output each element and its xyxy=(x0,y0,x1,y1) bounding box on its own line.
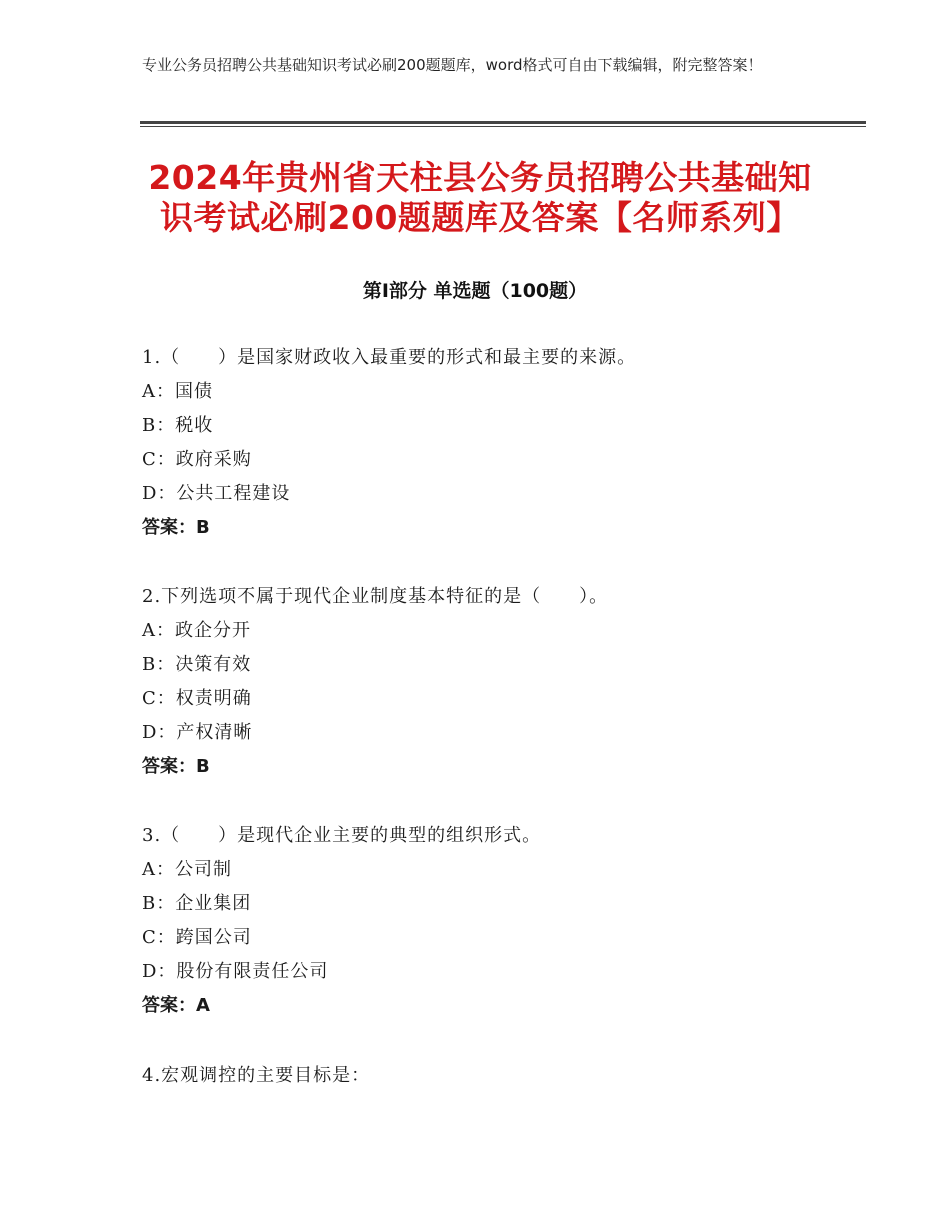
document-title: 2024年贵州省天柱县公务员招聘公共基础知识考试必刷200题题库及答案【名师系列】 xyxy=(148,158,812,237)
question-1 xyxy=(142,341,822,545)
question-2 xyxy=(142,580,822,784)
answer-line: 答案：B xyxy=(142,756,210,777)
option-d: D：产权清晰 xyxy=(142,722,253,743)
option-b: B：税收 xyxy=(142,415,214,436)
answer-line: 答案：A xyxy=(142,995,210,1016)
option-a: A：国债 xyxy=(142,381,213,402)
option-c: C：权责明确 xyxy=(142,688,252,709)
question-stem: 2.下列选项不属于现代企业制度基本特征的是（ ）。 xyxy=(142,586,609,607)
question-stem: 1.（ ）是国家财政收入最重要的形式和最主要的来源。 xyxy=(142,347,637,368)
option-b: B：企业集团 xyxy=(142,893,252,914)
header-rule-thin xyxy=(140,126,866,127)
option-d: D：股份有限责任公司 xyxy=(142,961,329,982)
option-b: B：决策有效 xyxy=(142,654,252,675)
option-a: A：政企分开 xyxy=(142,620,251,641)
question-4 xyxy=(142,1059,822,1093)
header-rule-thick xyxy=(140,121,866,124)
section-heading: 第Ⅰ部分 单选题（100题） xyxy=(362,280,588,302)
option-c: C：跨国公司 xyxy=(142,927,252,948)
option-a: A：公司制 xyxy=(142,859,232,880)
question-stem: 3.（ ）是现代企业主要的典型的组织形式。 xyxy=(142,825,542,846)
answer-line: 答案：B xyxy=(142,517,210,538)
header-note: 专业公务员招聘公共基础知识考试必刷200题题库，word格式可自由下载编辑，附完整答案！ xyxy=(142,56,763,74)
question-3 xyxy=(142,819,822,1023)
option-d: D：公共工程建设 xyxy=(142,483,291,504)
option-c: C：政府采购 xyxy=(142,449,252,470)
question-stem: 4.宏观调控的主要目标是： xyxy=(142,1065,371,1086)
